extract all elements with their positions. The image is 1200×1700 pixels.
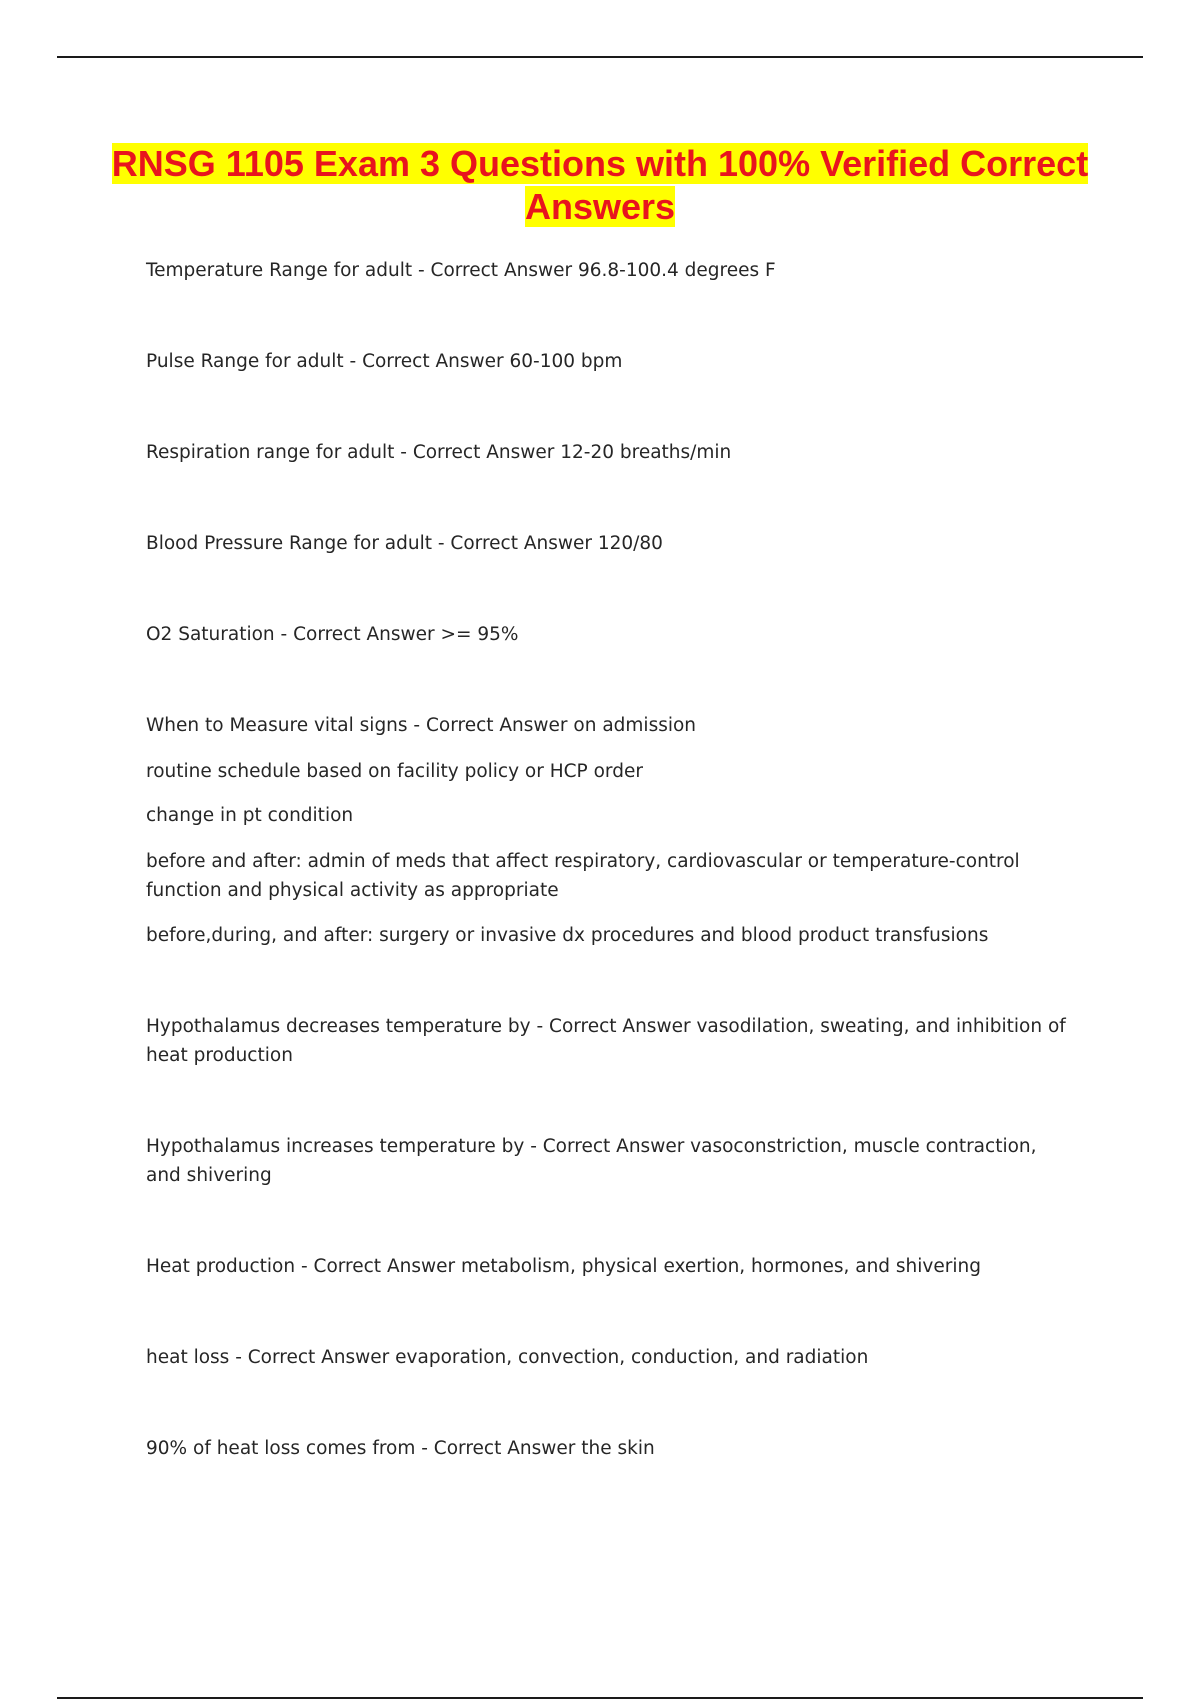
qa-entry-hypothalamus-increases: Hypothalamus increases temperature by - Correct Answer vasoconstriction, muscle contraction, and shivering [146,1136,1037,1186]
qa-entry-pulse-range: Pulse Range for adult - Correct Answer 60-100 bpm [146,351,623,372]
qa-entry-when-to-measure-line-3: change in pt condition [146,805,354,826]
qa-entry-o2-saturation: O2 Saturation - Correct Answer >= 95% [146,624,519,645]
qa-entry-heat-loss: heat loss - Correct Answer evaporation, convection, conduction, and radiation [146,1347,869,1368]
qa-entry-when-to-measure-line-2: routine schedule based on facility policy or HCP order [146,761,643,782]
qa-entry-when-to-measure-line-4: before and after: admin of meds that affect respiratory, cardiovascular or temperature-control function and physical activity as appropriate [146,851,1020,901]
document-title [100,142,1100,228]
qa-entry-when-to-measure: When to Measure vital signs - Correct Answer on admission [146,715,697,736]
qa-entry-blood-pressure-range: Blood Pressure Range for adult - Correct Answer 120/80 [146,533,663,554]
header-rule [57,56,1143,58]
qa-entry-hypothalamus-decreases: Hypothalamus decreases temperature by - Correct Answer vasodilation, sweating, and inhibition of heat production [146,1016,1066,1066]
qa-entry-heat-loss-skin: 90% of heat loss comes from - Correct Answer the skin [146,1438,655,1459]
qa-entry-temperature-range: Temperature Range for adult - Correct Answer 96.8-100.4 degrees F [146,260,776,281]
document-title-highlight: RNSG 1105 Exam 3 Questions with 100% Verified Correct Answers [111,143,1089,227]
qa-entry-when-to-measure-line-5: before,during, and after: surgery or invasive dx procedures and blood product transfusions [146,925,989,946]
qa-entry-heat-production: Heat production - Correct Answer metabolism, physical exertion, hormones, and shivering [146,1256,981,1277]
footer-rule [57,1697,1143,1699]
qa-entry-respiration-range: Respiration range for adult - Correct Answer 12-20 breaths/min [146,442,732,463]
